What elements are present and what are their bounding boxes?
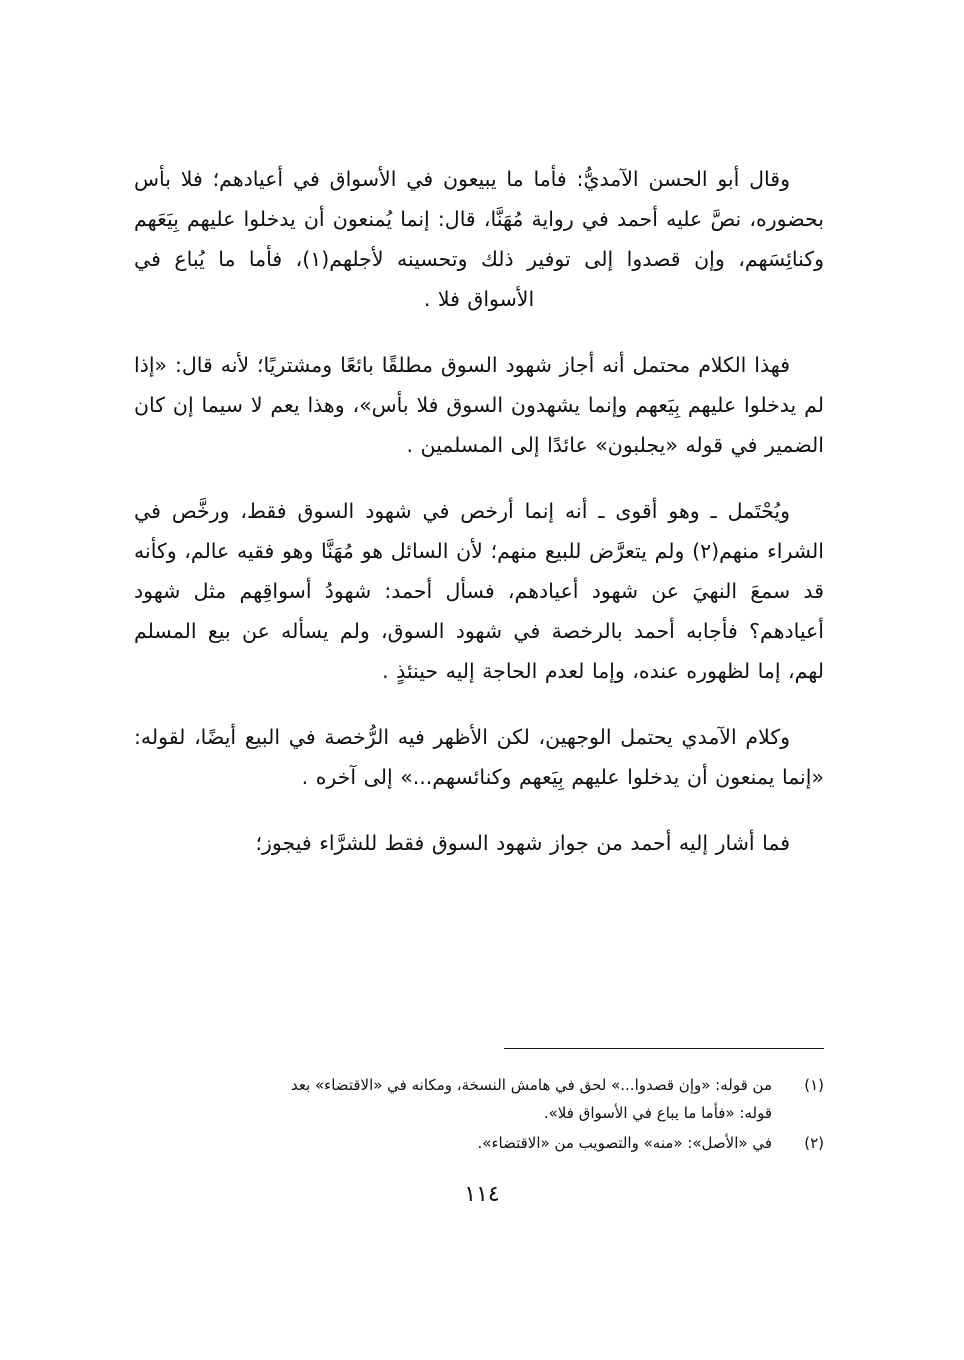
footnote-number: (٢) [804,1133,824,1152]
footnote-text-continuation: قوله: «فأما ما يباع في الأسواق فلا». [543,1103,772,1122]
footnote-text-line: في «الأصل»: «منه» والتصويب من «الاقتضاء». [477,1133,772,1152]
footnote-text-line: من قوله: «وإن قصدوا...» لحق في هامش النسخة، ومكانه في «الاقتضاء» بعد [290,1076,772,1094]
footnote-item [134,1072,824,1128]
footnote-text [134,1130,772,1158]
footnote-item [134,1130,824,1158]
paragraph-2: فهذا الكلام محتمل أنه أجاز شهود السوق مطلقًا بائعًا ومشتريًا؛ لأنه قال: «إذا لم يدخلوا عليهم بِيَعهم وإنما يشهدون السوق فلا بأس»، وهذا يعم لا سيما إن كان الضمير في قوله «يجلبون» عائدًا إلى المسلمين . [134,352,824,457]
paragraph-5: فما أشار إليه أحمد من جواز شهود السوق فقط للشرَّاء فيجوز؛ [255,830,790,855]
page-body [134,160,824,890]
footnote-separator-rule [504,1048,824,1049]
paragraph-4: وكلام الآمدي يحتمل الوجهين، لكن الأظهر فيه الرُّخصة في البيع أيضًا، لقوله: «إنما يمنعون أن يدخلوا عليهم بِيَعهم وكنائسهم...» إلى آخره . [134,724,824,789]
paragraph-3: ويُحْتَمل ـ وهو أقوى ـ أنه إنما أرخص في شهود السوق فقط، ورخَّص في الشراء منهم(٢) ولم يتعرَّض للبيع منهم؛ لأن السائل هو مُهَنَّا وهو فقيه عالم، وكأنه قد سمعَ النهيَ عن شهود أعيادهم، فسأل أحمد: شهودُ أسواقِهم مثل شهود أعيادهم؟ فأجابه أحمد بالرخصة في شهود السوق، ولم يسأله عن بيع المسلم لهم، إما لظهوره عنده، وإما لعدم الحاجة إليه حينئذٍ . [134,498,824,683]
footnotes-section [134,1072,824,1159]
footnote-number: (١) [804,1076,824,1094]
page-number: ١١٤ [464,1182,500,1207]
paragraph-1: وقال أبو الحسن الآمديُّ: فأما ما يبيعون في الأسواق في أعيادهم؛ فلا بأس بحضوره، نصَّ عليه أحمد في رواية مُهَنَّا، قال: إنما يُمنعون أن يدخلوا عليهم بِيَعَهم وكنائِسَهم، وإن قصدوا إلى توفير ذلك وتحسينه لأجلهم(١)، فأما ما يُباع في الأسواق فلا . [134,167,825,311]
footnote-text [134,1072,772,1128]
